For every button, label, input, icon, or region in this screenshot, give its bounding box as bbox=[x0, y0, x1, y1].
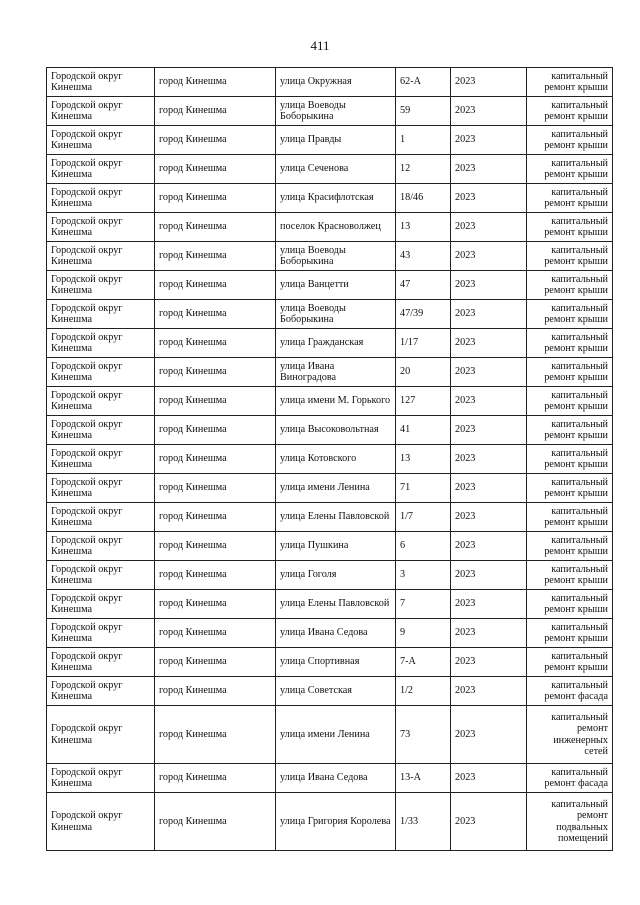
cell-district: Городской округ Кинешма bbox=[47, 329, 155, 358]
cell-house: 62-А bbox=[396, 68, 451, 97]
cell-city: город Кинешма bbox=[155, 416, 276, 445]
cell-city: город Кинешма bbox=[155, 503, 276, 532]
cell-year: 2023 bbox=[451, 242, 527, 271]
cell-street: улица Советская bbox=[276, 677, 396, 706]
cell-year: 2023 bbox=[451, 503, 527, 532]
cell-work: капитальный ремонт инженерных сетей bbox=[527, 706, 613, 764]
cell-year: 2023 bbox=[451, 271, 527, 300]
cell-city: город Кинешма bbox=[155, 184, 276, 213]
table-row bbox=[47, 387, 613, 416]
cell-city: город Кинешма bbox=[155, 619, 276, 648]
cell-year: 2023 bbox=[451, 416, 527, 445]
table-row bbox=[47, 532, 613, 561]
cell-house: 13-А bbox=[396, 764, 451, 793]
cell-work: капитальный ремонт крыши bbox=[527, 590, 613, 619]
cell-year: 2023 bbox=[451, 358, 527, 387]
cell-district: Городской округ Кинешма bbox=[47, 97, 155, 126]
table-row bbox=[47, 68, 613, 97]
cell-city: город Кинешма bbox=[155, 271, 276, 300]
cell-work: капитальный ремонт фасада bbox=[527, 677, 613, 706]
table-row bbox=[47, 242, 613, 271]
cell-street: улица Окружная bbox=[276, 68, 396, 97]
cell-house: 13 bbox=[396, 213, 451, 242]
cell-house: 9 bbox=[396, 619, 451, 648]
cell-year: 2023 bbox=[451, 445, 527, 474]
cell-year: 2023 bbox=[451, 793, 527, 851]
table-row bbox=[47, 97, 613, 126]
table-row bbox=[47, 126, 613, 155]
cell-street: улица Сеченова bbox=[276, 155, 396, 184]
cell-house: 7-А bbox=[396, 648, 451, 677]
cell-street: улица Ивана Седова bbox=[276, 764, 396, 793]
cell-year: 2023 bbox=[451, 184, 527, 213]
cell-house: 127 bbox=[396, 387, 451, 416]
cell-house: 1/7 bbox=[396, 503, 451, 532]
cell-work: капитальный ремонт крыши bbox=[527, 329, 613, 358]
table-row bbox=[47, 329, 613, 358]
cell-street: поселок Красноволжец bbox=[276, 213, 396, 242]
cell-city: город Кинешма bbox=[155, 126, 276, 155]
registry-table bbox=[46, 67, 613, 851]
table-row bbox=[47, 619, 613, 648]
cell-year: 2023 bbox=[451, 619, 527, 648]
cell-district: Городской округ Кинешма bbox=[47, 648, 155, 677]
table-row bbox=[47, 358, 613, 387]
cell-work: капитальный ремонт крыши bbox=[527, 126, 613, 155]
cell-work: капитальный ремонт крыши bbox=[527, 503, 613, 532]
cell-district: Городской округ Кинешма bbox=[47, 213, 155, 242]
cell-district: Городской округ Кинешма bbox=[47, 590, 155, 619]
cell-work: капитальный ремонт фасада bbox=[527, 764, 613, 793]
table-row bbox=[47, 648, 613, 677]
cell-house: 43 bbox=[396, 242, 451, 271]
table-row bbox=[47, 184, 613, 213]
cell-work: капитальный ремонт крыши bbox=[527, 474, 613, 503]
cell-city: город Кинешма bbox=[155, 793, 276, 851]
cell-house: 71 bbox=[396, 474, 451, 503]
cell-city: город Кинешма bbox=[155, 474, 276, 503]
cell-city: город Кинешма bbox=[155, 358, 276, 387]
cell-city: город Кинешма bbox=[155, 532, 276, 561]
registry-table-body bbox=[47, 68, 613, 851]
cell-work: капитальный ремонт крыши bbox=[527, 155, 613, 184]
cell-city: город Кинешма bbox=[155, 445, 276, 474]
cell-street: улица Гоголя bbox=[276, 561, 396, 590]
cell-street: улица имени М. Горького bbox=[276, 387, 396, 416]
table-row bbox=[47, 706, 613, 764]
cell-district: Городской округ Кинешма bbox=[47, 68, 155, 97]
cell-house: 47/39 bbox=[396, 300, 451, 329]
cell-city: город Кинешма bbox=[155, 590, 276, 619]
table-row bbox=[47, 590, 613, 619]
cell-year: 2023 bbox=[451, 97, 527, 126]
cell-house: 73 bbox=[396, 706, 451, 764]
cell-district: Городской округ Кинешма bbox=[47, 503, 155, 532]
cell-year: 2023 bbox=[451, 329, 527, 358]
cell-district: Городской округ Кинешма bbox=[47, 242, 155, 271]
cell-year: 2023 bbox=[451, 300, 527, 329]
cell-city: город Кинешма bbox=[155, 677, 276, 706]
cell-house: 1/33 bbox=[396, 793, 451, 851]
cell-year: 2023 bbox=[451, 561, 527, 590]
cell-work: капитальный ремонт крыши bbox=[527, 648, 613, 677]
cell-work: капитальный ремонт крыши bbox=[527, 271, 613, 300]
cell-house: 12 bbox=[396, 155, 451, 184]
cell-district: Городской округ Кинешма bbox=[47, 793, 155, 851]
cell-district: Городской округ Кинешма bbox=[47, 561, 155, 590]
table-row bbox=[47, 677, 613, 706]
cell-street: улица Воеводы Боборыкина bbox=[276, 97, 396, 126]
cell-district: Городской округ Кинешма bbox=[47, 445, 155, 474]
cell-street: улица Ивана Виноградова bbox=[276, 358, 396, 387]
cell-work: капитальный ремонт крыши bbox=[527, 242, 613, 271]
cell-house: 41 bbox=[396, 416, 451, 445]
cell-district: Городской округ Кинешма bbox=[47, 300, 155, 329]
cell-district: Городской округ Кинешма bbox=[47, 387, 155, 416]
cell-work: капитальный ремонт крыши bbox=[527, 532, 613, 561]
table-row bbox=[47, 300, 613, 329]
table-row bbox=[47, 445, 613, 474]
cell-work: капитальный ремонт крыши bbox=[527, 97, 613, 126]
cell-city: город Кинешма bbox=[155, 764, 276, 793]
cell-city: город Кинешма bbox=[155, 329, 276, 358]
cell-city: город Кинешма bbox=[155, 387, 276, 416]
cell-work: капитальный ремонт крыши bbox=[527, 416, 613, 445]
cell-house: 6 bbox=[396, 532, 451, 561]
table-row bbox=[47, 793, 613, 851]
cell-house: 13 bbox=[396, 445, 451, 474]
cell-house: 3 bbox=[396, 561, 451, 590]
cell-city: город Кинешма bbox=[155, 213, 276, 242]
cell-street: улица Правды bbox=[276, 126, 396, 155]
cell-year: 2023 bbox=[451, 677, 527, 706]
table-row bbox=[47, 416, 613, 445]
cell-work: капитальный ремонт крыши bbox=[527, 358, 613, 387]
cell-work: капитальный ремонт крыши bbox=[527, 561, 613, 590]
cell-district: Городской округ Кинешма bbox=[47, 706, 155, 764]
cell-work: капитальный ремонт крыши bbox=[527, 387, 613, 416]
cell-district: Городской округ Кинешма bbox=[47, 677, 155, 706]
cell-year: 2023 bbox=[451, 155, 527, 184]
cell-street: улица Ивана Седова bbox=[276, 619, 396, 648]
cell-city: город Кинешма bbox=[155, 561, 276, 590]
cell-city: город Кинешма bbox=[155, 68, 276, 97]
cell-house: 59 bbox=[396, 97, 451, 126]
cell-street: улица Высоковольтная bbox=[276, 416, 396, 445]
cell-street: улица имени Ленина bbox=[276, 474, 396, 503]
cell-city: город Кинешма bbox=[155, 300, 276, 329]
cell-street: улица Елены Павловской bbox=[276, 503, 396, 532]
cell-work: капитальный ремонт крыши bbox=[527, 445, 613, 474]
cell-street: улица Воеводы Боборыкина bbox=[276, 242, 396, 271]
cell-district: Городской округ Кинешма bbox=[47, 358, 155, 387]
cell-year: 2023 bbox=[451, 474, 527, 503]
table-row bbox=[47, 503, 613, 532]
cell-year: 2023 bbox=[451, 387, 527, 416]
cell-city: город Кинешма bbox=[155, 155, 276, 184]
cell-year: 2023 bbox=[451, 68, 527, 97]
cell-street: улица Ванцетти bbox=[276, 271, 396, 300]
cell-district: Городской округ Кинешма bbox=[47, 619, 155, 648]
cell-work: капитальный ремонт крыши bbox=[527, 184, 613, 213]
cell-year: 2023 bbox=[451, 590, 527, 619]
cell-city: город Кинешма bbox=[155, 242, 276, 271]
cell-house: 20 bbox=[396, 358, 451, 387]
cell-street: улица Красифлотская bbox=[276, 184, 396, 213]
table-row bbox=[47, 764, 613, 793]
cell-district: Городской округ Кинешма bbox=[47, 184, 155, 213]
cell-year: 2023 bbox=[451, 648, 527, 677]
cell-street: улица Спортивная bbox=[276, 648, 396, 677]
cell-work: капитальный ремонт крыши bbox=[527, 300, 613, 329]
cell-district: Городской округ Кинешма bbox=[47, 155, 155, 184]
cell-year: 2023 bbox=[451, 126, 527, 155]
cell-city: город Кинешма bbox=[155, 648, 276, 677]
cell-district: Городской округ Кинешма bbox=[47, 532, 155, 561]
cell-street: улица имени Ленина bbox=[276, 706, 396, 764]
table-row bbox=[47, 474, 613, 503]
cell-district: Городской округ Кинешма bbox=[47, 416, 155, 445]
cell-street: улица Григория Королева bbox=[276, 793, 396, 851]
table-row bbox=[47, 213, 613, 242]
cell-work: капитальный ремонт крыши bbox=[527, 619, 613, 648]
table-row bbox=[47, 271, 613, 300]
cell-house: 47 bbox=[396, 271, 451, 300]
cell-street: улица Котовского bbox=[276, 445, 396, 474]
cell-year: 2023 bbox=[451, 764, 527, 793]
cell-street: улица Гражданская bbox=[276, 329, 396, 358]
cell-district: Городской округ Кинешма bbox=[47, 126, 155, 155]
cell-work: капитальный ремонт крыши bbox=[527, 68, 613, 97]
table-row bbox=[47, 155, 613, 184]
cell-house: 1 bbox=[396, 126, 451, 155]
cell-house: 1/17 bbox=[396, 329, 451, 358]
cell-city: город Кинешма bbox=[155, 706, 276, 764]
cell-house: 18/46 bbox=[396, 184, 451, 213]
cell-street: улица Елены Павловской bbox=[276, 590, 396, 619]
cell-work: капитальный ремонт крыши bbox=[527, 213, 613, 242]
cell-house: 7 bbox=[396, 590, 451, 619]
cell-year: 2023 bbox=[451, 706, 527, 764]
page-number: 411 bbox=[310, 38, 330, 53]
cell-city: город Кинешма bbox=[155, 97, 276, 126]
table-row bbox=[47, 561, 613, 590]
cell-year: 2023 bbox=[451, 213, 527, 242]
cell-year: 2023 bbox=[451, 532, 527, 561]
cell-district: Городской округ Кинешма bbox=[47, 271, 155, 300]
cell-street: улица Пушкина bbox=[276, 532, 396, 561]
cell-street: улица Воеводы Боборыкина bbox=[276, 300, 396, 329]
cell-work: капитальный ремонт подвальных помещений bbox=[527, 793, 613, 851]
cell-house: 1/2 bbox=[396, 677, 451, 706]
cell-district: Городской округ Кинешма bbox=[47, 764, 155, 793]
cell-district: Городской округ Кинешма bbox=[47, 474, 155, 503]
